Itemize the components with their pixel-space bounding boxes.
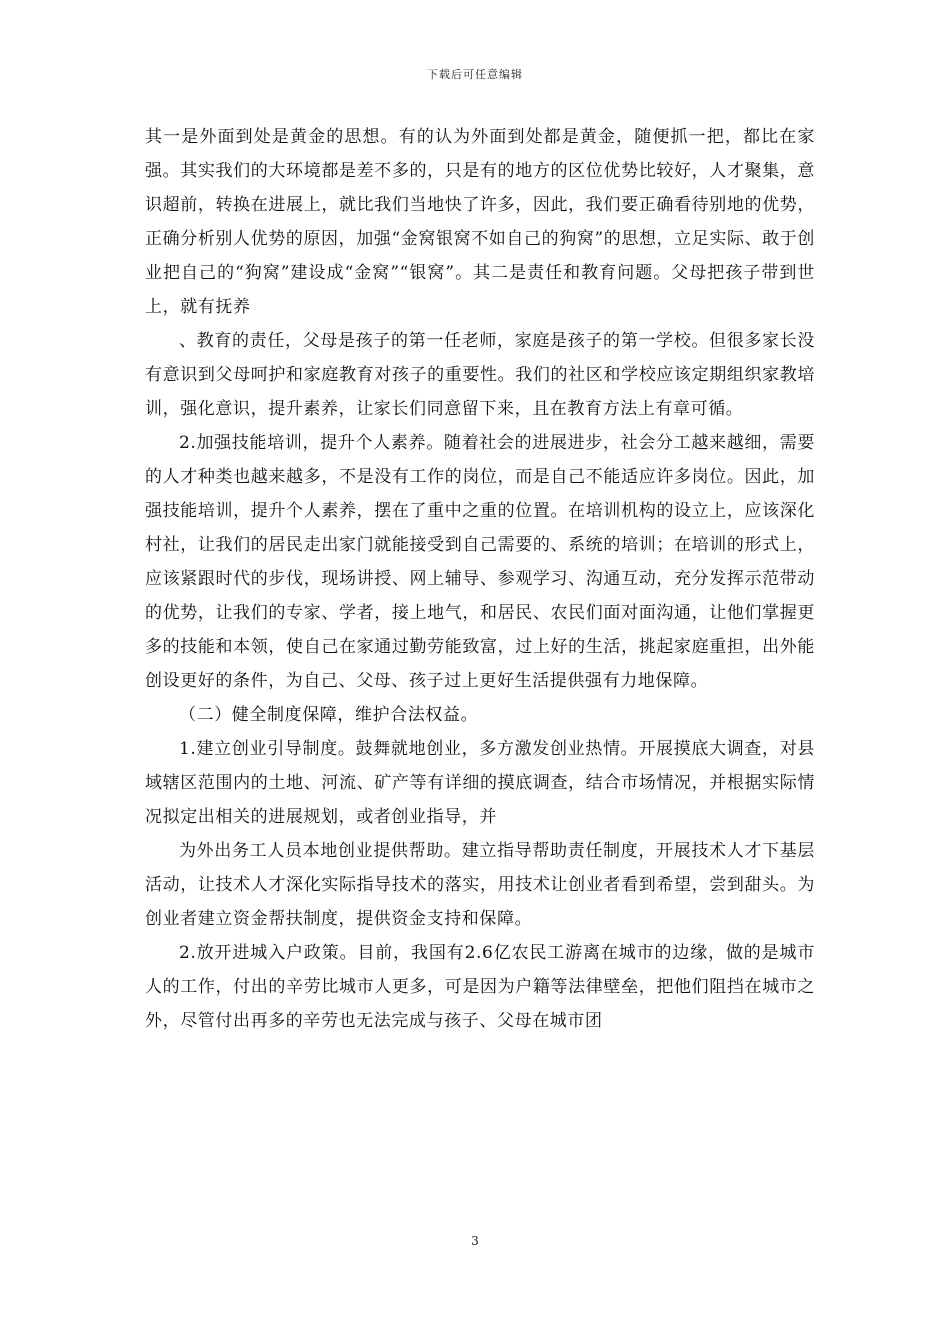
paragraph-2: 、教育的责任，父母是孩子的第一任老师，家庭是孩子的第一学校。但很多家长没有意识到父母呵护和家庭教育对孩子的重要性。我们的社区和学校应该定期组织家教培训，强化意识，提升素养，让家长们同意留下来，且在教育方法上有章可循。 [145, 331, 815, 419]
section-heading: （二）健全制度保障，维护合法权益。 [179, 705, 479, 725]
paragraph-5: 为外出务工人员本地创业提供帮助。建立指导帮助责任制度，开展技术人才下基层活动，让技术人才深化实际指导技术的落实，用技术让创业者看到希望，尝到甜头。为创业者建立资金帮扶制度，提供资金支持和保障。 [145, 841, 815, 929]
paragraph-3: 2.加强技能培训，提升个人素养。随着社会的进展进步，社会分工越来越细，需要的人才种类也越来越多，不是没有工作的岗位，而是自己不能适应许多岗位。因此，加强技能培训，提升个人素养，摆在了重中之重的位置。在培训机构的设立上，应该深化村社，让我们的居民走出家门就能接受到自己需要的、系统的培训；在培训的形式上，应该紧跟时代的步伐，现场讲授、网上辅导、参观学习、沟通互动，充分发挥示范带动的优势，让我们的专家、学者，接上地气，和居民、农民们面对面沟通，让他们掌握更多的技能和本领，使自己在家通过勤劳能致富，过上好的生活，挑起家庭重担，出外能创设更好的条件，为自己、父母、孩子过上更好生活提供强有力地保障。 [145, 433, 815, 691]
document-body [145, 120, 815, 1038]
page-header: 下载后可任意编辑 [427, 68, 523, 81]
paragraph-4: 1.建立创业引导制度。鼓舞就地创业，多方激发创业热情。开展摸底大调查，对县域辖区范围内的土地、河流、矿产等有详细的摸底调查，结合市场情况，并根据实际情况拟定出相关的进展规划，或者创业指导，并 [145, 739, 815, 827]
paragraph-1: 其一是外面到处是黄金的思想。有的认为外面到处都是黄金，随便抓一把，都比在家强。其实我们的大环境都是差不多的，只是有的地方的区位优势比较好，人才聚集，意识超前，转换在进展上，就比我们当地快了许多，因此，我们要正确看待别地的优势，正确分析别人优势的原因，加强“金窝银窝不如自己的狗窝”的思想，立足实际、敢于创业把自己的“狗窝”建设成“金窝”“银窝”。其二是责任和教育问题。父母把孩子带到世上，就有抚养 [145, 127, 815, 317]
page-number: 3 [471, 1234, 479, 1248]
paragraph-6: 2.放开进城入户政策。目前，我国有2.6亿农民工游离在城市的边缘，做的是城市人的工作，付出的辛劳比城市人更多，可是因为户籍等法律壁垒，把他们阻挡在城市之外，尽管付出再多的辛劳也无法完成与孩子、父母在城市团 [145, 943, 815, 1031]
